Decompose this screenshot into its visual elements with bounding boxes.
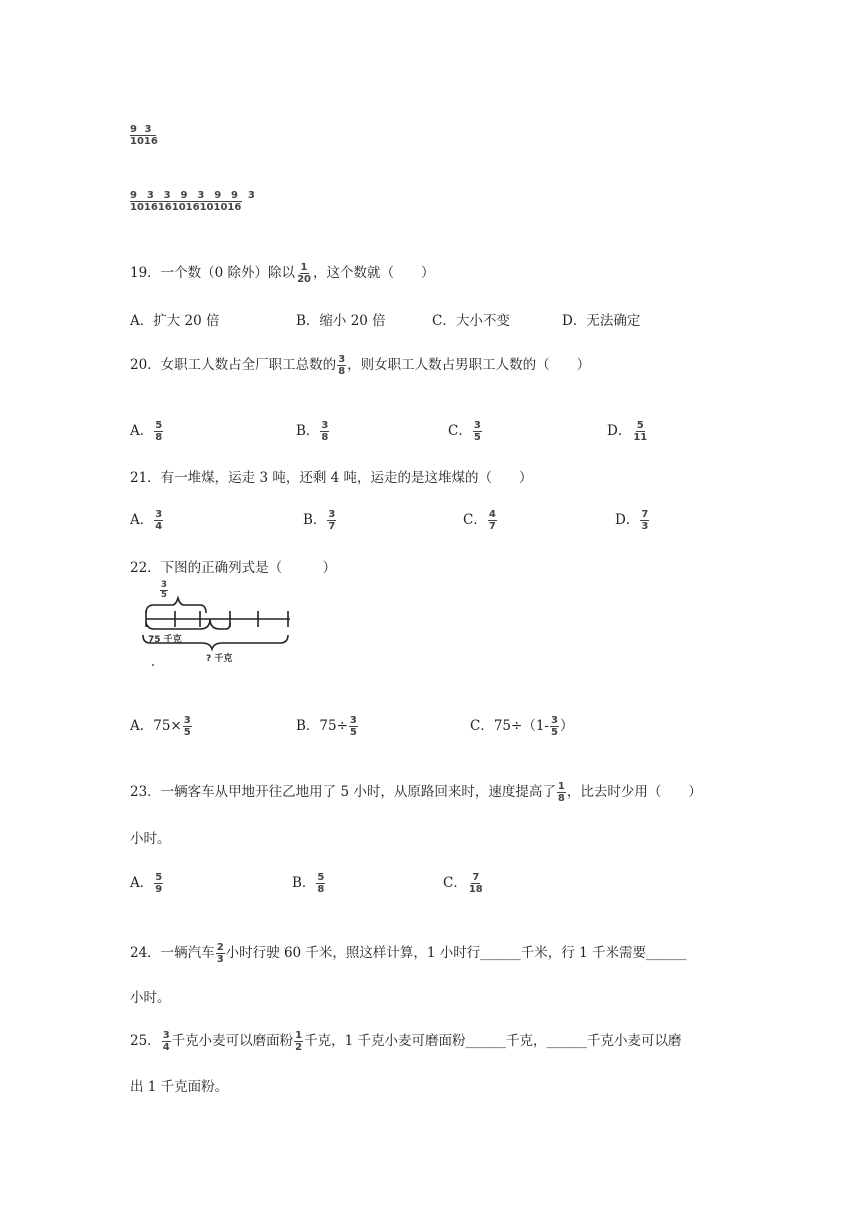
q20-option-d-fraction (632, 420, 648, 443)
q20-d-den: 11 (633, 432, 648, 443)
q19-text-b: ，这个数就（ ） (312, 265, 435, 281)
q25-frac1-den: 4 (162, 1042, 170, 1053)
q23-option-c-label: C． (443, 875, 467, 891)
q23-text-c: 小时。 (130, 831, 171, 847)
q25-fraction-2 (294, 1030, 303, 1053)
q20-fraction (337, 354, 346, 377)
q21-option-d[interactable] (615, 509, 650, 532)
q22-b-num: 3 (349, 715, 357, 726)
q21-option-a-label: A． (130, 512, 154, 528)
q23-text-b: ，比去时少用（ ） (566, 784, 702, 800)
q23-text-a: 23．一辆客车从甲地开往乙地用了 5 小时，从原路回来时，速度提高了 (130, 784, 556, 800)
q20-a-den: 8 (155, 432, 163, 443)
q22-dot (152, 664, 154, 666)
question-20 (130, 354, 590, 377)
q20-option-b-label: B． (296, 423, 320, 439)
q23-b-den: 8 (317, 884, 325, 895)
q25-prefix: 25． (130, 1033, 161, 1049)
q20-option-a[interactable] (130, 420, 164, 443)
q21-option-c-label: C． (463, 512, 487, 528)
question-23 (130, 781, 702, 804)
q23-option-b[interactable] (292, 872, 326, 895)
q22-c-den: 5 (550, 727, 558, 738)
q21-b-num: 3 (328, 509, 336, 520)
q19-option-b[interactable]: B．缩小 20 倍 (296, 313, 386, 329)
q22-option-a-fraction (183, 715, 192, 738)
q22-diagram-fraction (160, 581, 168, 600)
q20-option-b-fraction (320, 420, 329, 443)
q22-option-b[interactable] (296, 715, 359, 738)
q20-option-c-label: C． (448, 423, 472, 439)
q23-c-den: 18 (468, 884, 483, 895)
q20-frac-den: 8 (338, 366, 346, 377)
q24-frac-den: 3 (216, 954, 224, 965)
question-22: 22．下图的正确列式是（ ） (130, 560, 337, 576)
top-fraction-1 (130, 124, 158, 147)
q21-a-num: 3 (155, 509, 163, 520)
q21-option-c[interactable] (463, 509, 498, 532)
q22-b-den: 5 (349, 727, 357, 738)
q22-label-75: 75 千克 (148, 635, 182, 645)
q21-d-den: 3 (641, 521, 649, 532)
question-25 (130, 1030, 682, 1053)
q25-fraction-1 (162, 1030, 171, 1053)
q19-text-a: 19．一个数（0 除外）除以 (130, 265, 296, 281)
q21-option-b[interactable] (303, 509, 337, 532)
q21-c-num: 4 (488, 509, 496, 520)
q22-a-num: 3 (183, 715, 191, 726)
q21-option-d-label: D． (615, 512, 640, 528)
q20-a-num: 5 (155, 420, 163, 431)
top-fraction-1-denominator: 1016 (130, 136, 158, 147)
q21-b-den: 7 (328, 521, 336, 532)
q20-d-num: 5 (636, 420, 644, 431)
q20-text-b: ，则女职工人数占男职工人数的（ ） (347, 357, 591, 373)
q22-diagram (140, 580, 300, 673)
q25-text-c: 出 1 千克面粉。 (130, 1079, 229, 1095)
q23-option-c-fraction (468, 872, 484, 895)
q22-option-a-label: A．75× (130, 718, 182, 734)
question-21: 21．有一堆煤，运走 3 吨，还剩 4 吨，运走的是这堆煤的（ ） (130, 470, 533, 486)
q22-option-a[interactable] (130, 715, 193, 738)
q23-a-num: 5 (155, 872, 163, 883)
q20-b-num: 3 (321, 420, 329, 431)
q24-text-c: 小时。 (130, 990, 171, 1006)
q22-diagram-frac-den: 5 (161, 590, 167, 600)
question-24 (130, 942, 686, 965)
q24-fraction (216, 942, 225, 965)
q20-option-d-label: D． (607, 423, 632, 439)
q21-option-a-fraction (154, 509, 163, 532)
q22-option-c-after: ） (559, 718, 574, 734)
q23-frac-den: 8 (557, 793, 565, 804)
top-fraction-1-numerator: 9 3 (130, 124, 156, 136)
q23-option-a-label: A． (130, 875, 154, 891)
q20-c-num: 3 (473, 420, 481, 431)
q23-a-den: 9 (155, 884, 163, 895)
q19-frac-num: 1 (300, 262, 308, 273)
q25-frac1-num: 3 (162, 1030, 170, 1041)
q22-option-c-label: C．75÷（1- (470, 718, 549, 734)
q19-frac-den: 20 (297, 274, 311, 285)
q20-option-a-fraction (154, 420, 163, 443)
q22-label-total: ? 千克 (206, 654, 233, 664)
q23-frac-num: 1 (557, 781, 565, 792)
q20-option-d[interactable] (607, 420, 649, 443)
q22-a-den: 5 (183, 727, 191, 738)
q23-c-num: 7 (472, 872, 480, 883)
q25-frac2-num: 1 (295, 1030, 303, 1041)
q20-b-den: 8 (321, 432, 329, 443)
q20-option-c[interactable] (448, 420, 483, 443)
q20-frac-num: 3 (338, 354, 346, 365)
q19-fraction (296, 262, 312, 285)
q22-option-b-label: B．75÷ (296, 718, 348, 734)
q22-c-num: 3 (550, 715, 558, 726)
q23-option-a-fraction (154, 872, 163, 895)
q20-option-c-fraction (473, 420, 482, 443)
top-fraction-2-numerator: 9 3 3 9 3 9 9 3 (130, 190, 259, 201)
q22-top-brace (146, 598, 206, 613)
q22-bottom-brace-75 (146, 619, 230, 629)
q23-option-b-fraction (316, 872, 325, 895)
q23-fraction (557, 781, 566, 804)
q23-option-b-label: B． (292, 875, 316, 891)
q21-option-b-label: B． (303, 512, 327, 528)
top-fraction-2-denominator: 1016161016101016 (130, 202, 242, 213)
q19-option-d[interactable]: D．无法确定 (562, 313, 641, 329)
q25-text-a: 千克小麦可以磨面粉 (171, 1033, 294, 1049)
q23-b-num: 5 (317, 872, 325, 883)
q21-option-c-fraction (488, 509, 497, 532)
q19-option-a[interactable]: A．扩大 20 倍 (130, 313, 220, 329)
q21-d-num: 7 (641, 509, 649, 520)
q19-option-c[interactable]: C．大小不变 (432, 313, 510, 329)
q20-option-a-label: A． (130, 423, 154, 439)
q23-option-a[interactable] (130, 872, 164, 895)
q22-option-c-fraction (550, 715, 559, 738)
q20-text-a: 20．女职工人数占全厂职工总数的 (130, 357, 337, 373)
q22-option-b-fraction (349, 715, 358, 738)
q25-frac2-den: 2 (295, 1042, 303, 1053)
q20-c-den: 5 (473, 432, 481, 443)
q24-text-b: 小时行驶 60 千米，照这样计算，1 小时行______千米，行 1 千米需要______ (225, 945, 687, 961)
q23-option-c[interactable] (443, 872, 485, 895)
q24-text-a: 24．一辆汽车 (130, 945, 215, 961)
q22-option-c[interactable] (470, 715, 573, 738)
q21-option-b-fraction (327, 509, 336, 532)
q21-option-d-fraction (640, 509, 649, 532)
q25-text-b: 千克，1 千克小麦可磨面粉______千克，______千克小麦可以磨 (304, 1033, 682, 1049)
q21-a-den: 4 (155, 521, 163, 532)
q22-diagram-frac-num: 3 (161, 580, 167, 590)
q24-frac-num: 2 (216, 942, 224, 953)
question-19 (130, 262, 434, 285)
q21-option-a[interactable] (130, 509, 164, 532)
top-fraction-2 (130, 190, 259, 213)
q20-option-b[interactable] (296, 420, 330, 443)
q21-c-den: 7 (488, 521, 496, 532)
